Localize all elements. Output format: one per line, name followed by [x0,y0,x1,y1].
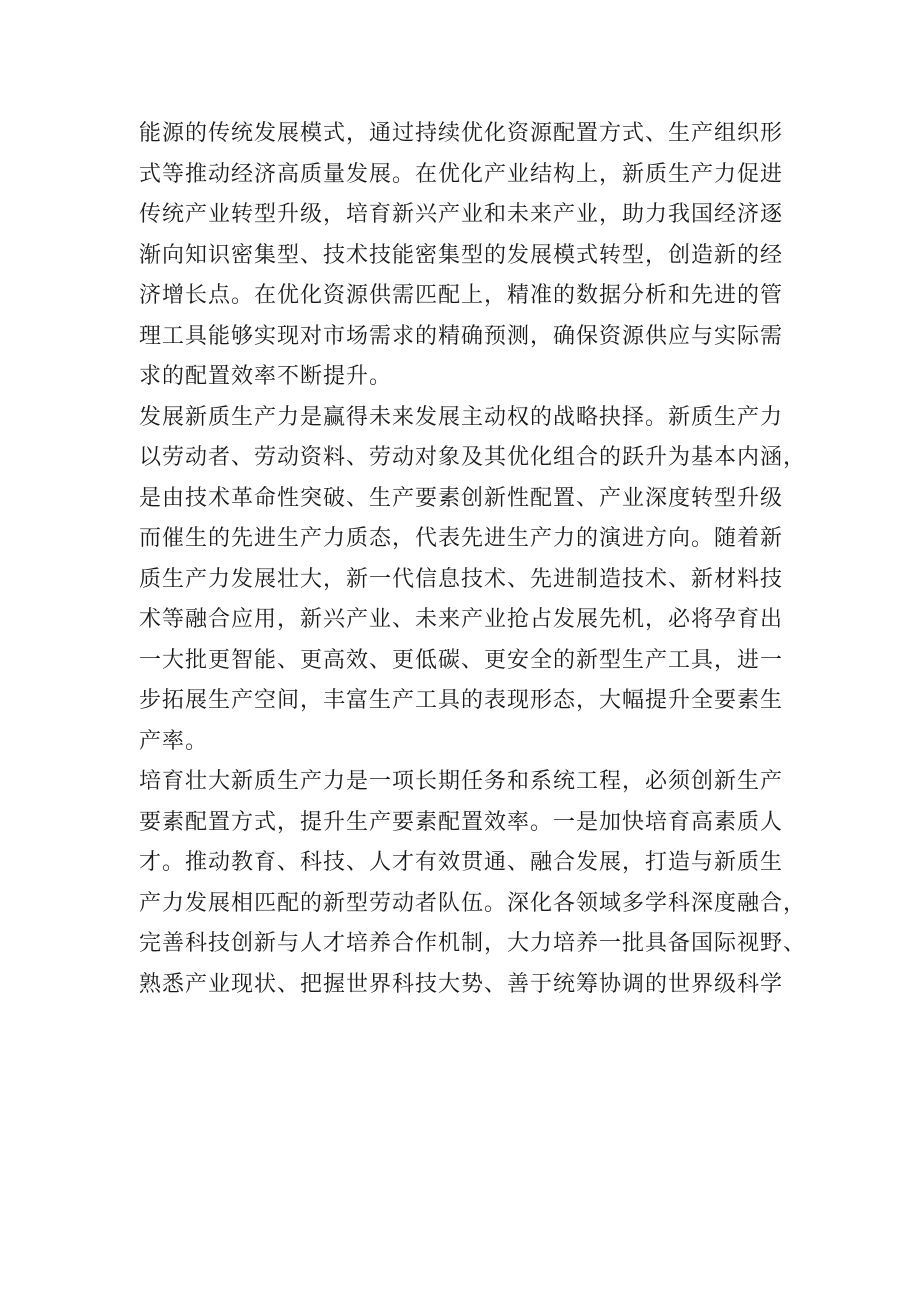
document-body [139,114,807,1005]
text-line: 以劳动者、劳动资料、劳动对象及其优化组合的跃升为基本内涵， [139,445,807,470]
paragraph-1 [139,114,799,398]
text-line: 渐向知识密集型、技术技能密集型的发展模式转型，创造新的经 [139,242,784,268]
paragraph-2 [139,398,807,763]
text-line: 一大批更智能、更高效、更低碳、更安全的新型生产工具，进一 [139,647,784,673]
text-line: 传统产业转型升级，培育新兴产业和未来产业，助力我国经济逐 [139,202,784,227]
text-line: 培育壮大新质生产力是一项长期任务和系统工程，必须创新生产 [139,769,784,794]
text-line: 术等融合应用，新兴产业、未来产业抢占发展先机，必将孕育出 [139,607,784,632]
text-line: 才。推动教育、科技、人才有效贯通、融合发展，打造与新质生 [139,850,784,875]
text-line: 要素配置方式，提升生产要素配置效率。一是加快培育高素质人 [139,809,784,835]
paragraph-3 [139,762,807,1005]
text-line: 济增长点。在优化资源供需匹配上，精准的数据分析和先进的管 [139,283,784,308]
text-line: 求的配置效率不断提升。 [139,364,393,389]
text-line: 产力发展相匹配的新型劳动者队伍。深化各领域多学科深度融合， [139,890,807,916]
text-line: 质生产力发展壮大，新一代信息技术、先进制造技术、新材料技 [139,566,784,592]
text-line: 能源的传统发展模式，通过持续优化资源配置方式、生产组织形 [139,121,784,146]
text-line: 产率。 [139,728,209,754]
text-line: 熟悉产业现状、把握世界科技大势、善于统筹协调的世界级科学 [139,971,784,997]
text-line: 完善科技创新与人才培养合作机制，大力培养一批具备国际视野、 [139,931,807,956]
text-line: 式等推动经济高质量发展。在优化产业结构上，新质生产力促进 [139,161,784,187]
text-line: 理工具能够实现对市场需求的精确预测，确保资源供应与实际需 [139,323,784,349]
text-line: 步拓展生产空间，丰富生产工具的表现形态，大幅提升全要素生 [139,688,784,713]
text-line: 是由技术革命性突破、生产要素创新性配置、产业深度转型升级 [139,485,784,511]
text-line: 而催生的先进生产力质态，代表先进生产力的演进方向。随着新 [139,526,784,551]
text-line: 发展新质生产力是赢得未来发展主动权的战略抉择。新质生产力 [139,404,784,430]
